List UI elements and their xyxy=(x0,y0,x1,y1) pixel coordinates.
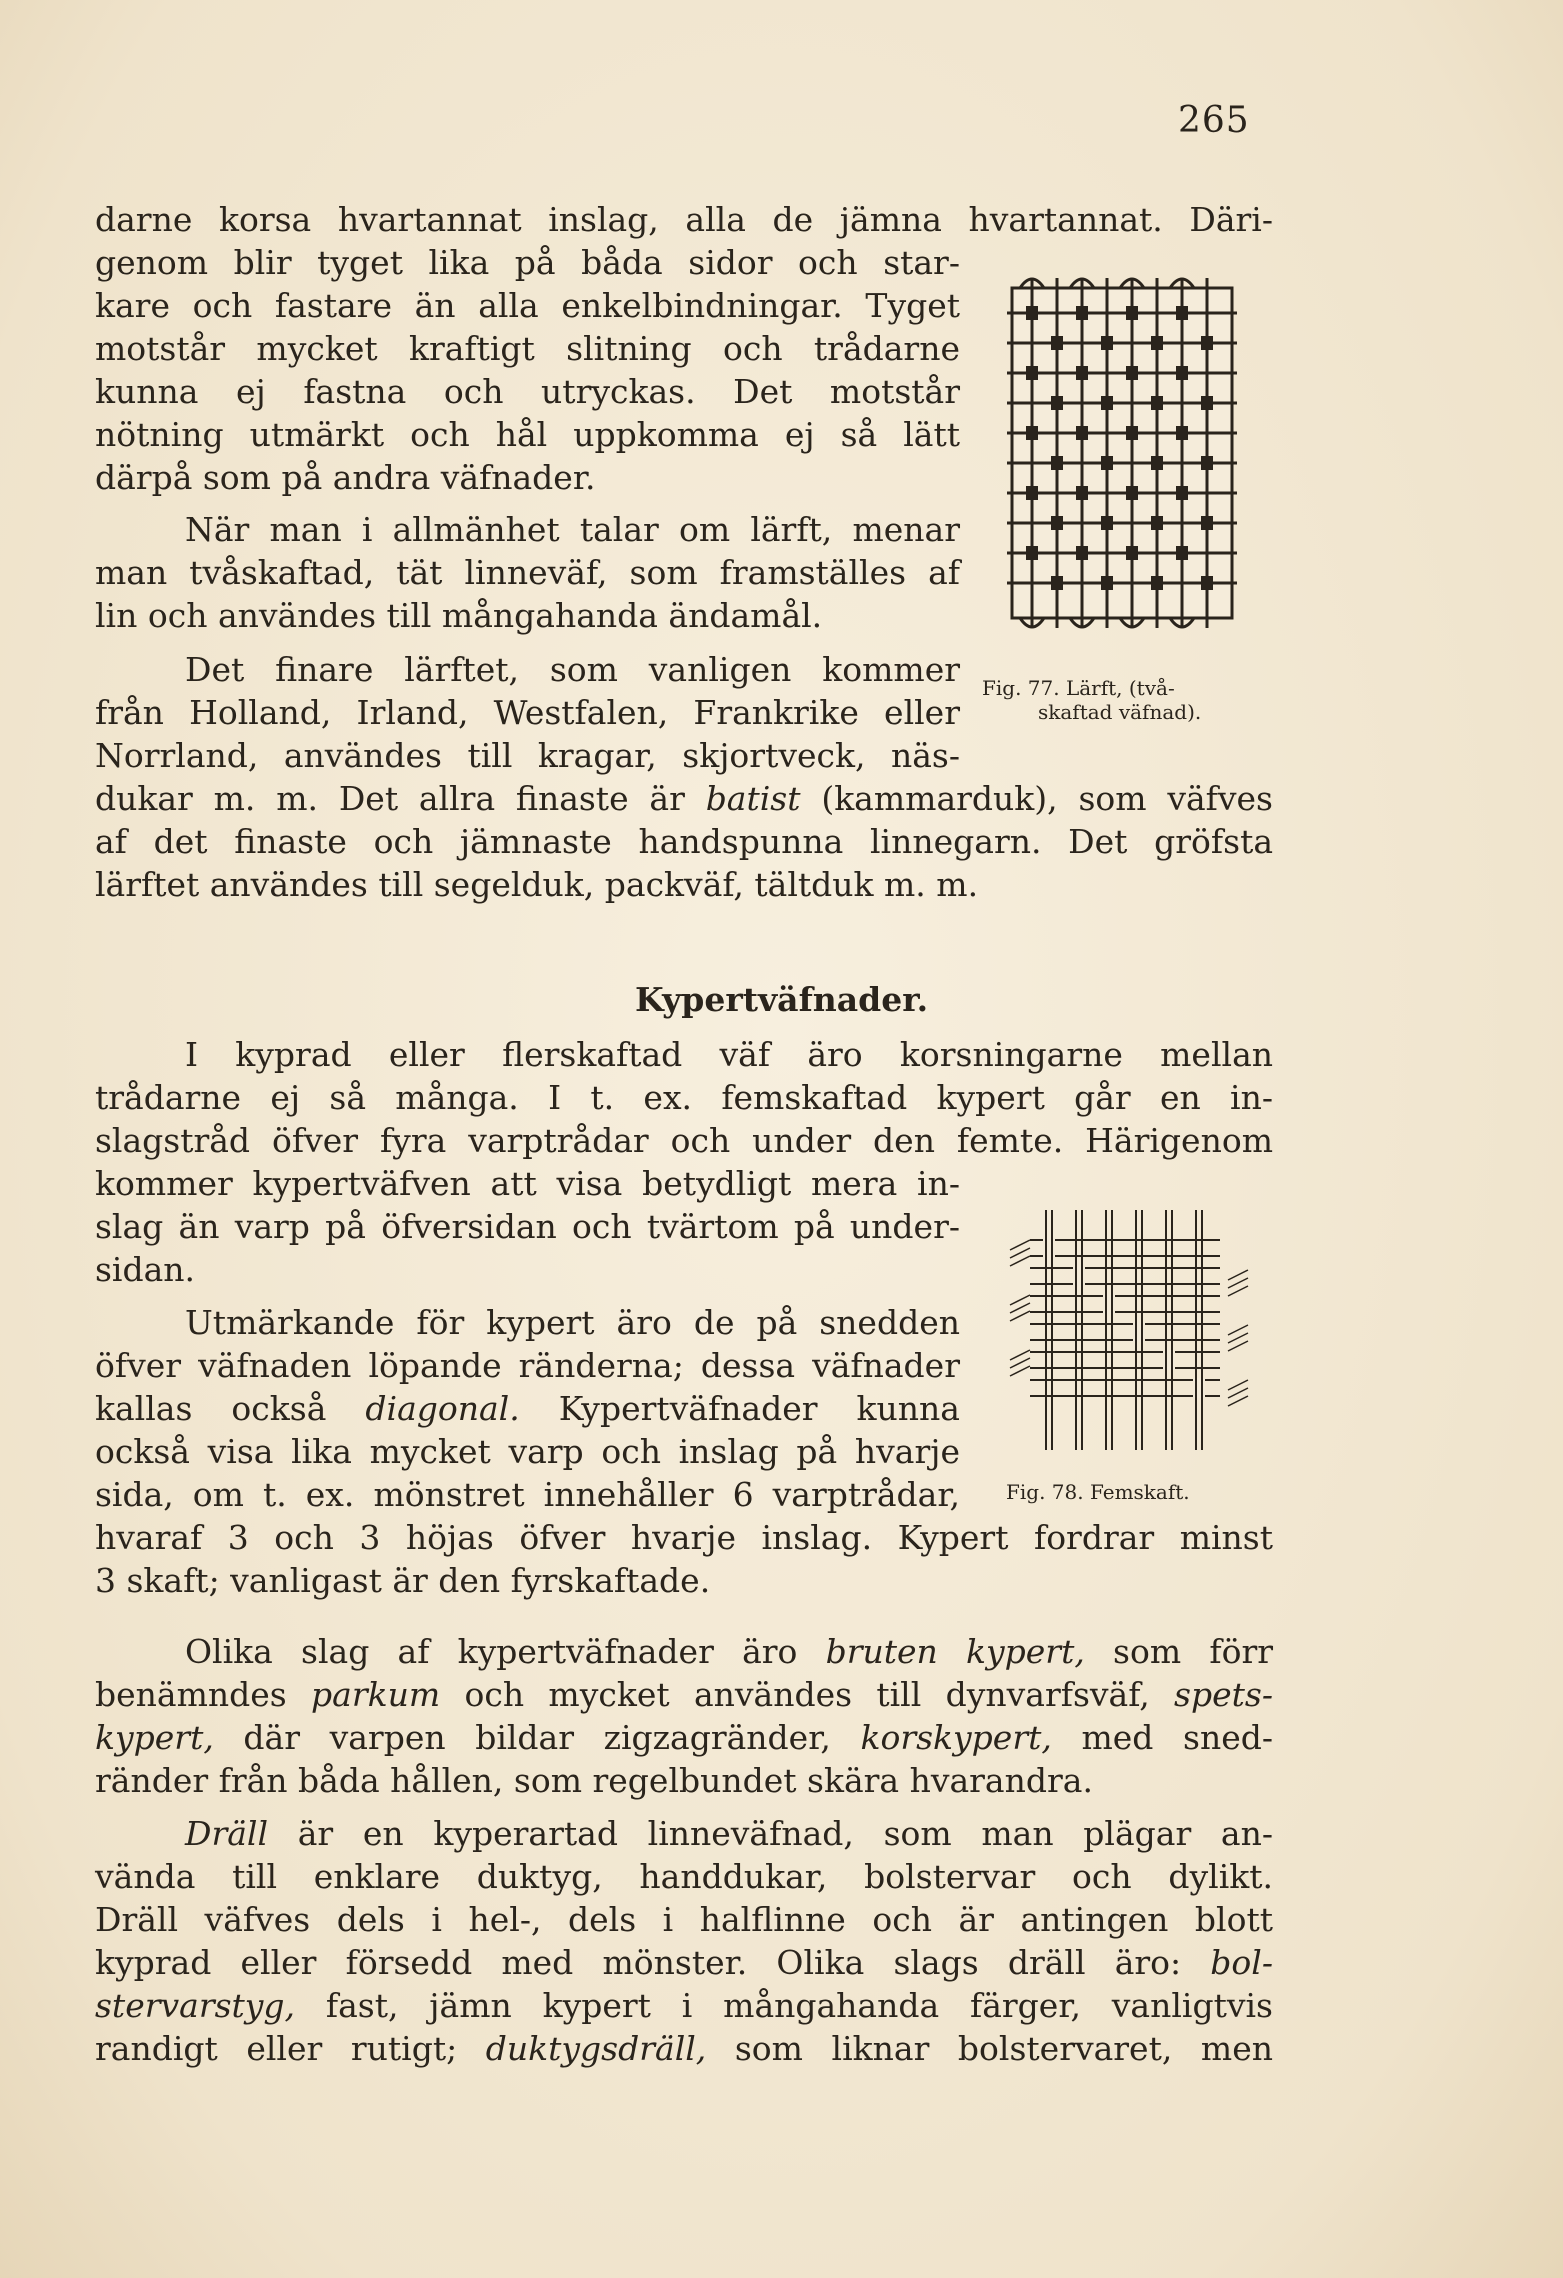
text-line: man tvåskaftad, tät linneväf, som framställes af xyxy=(95,553,960,592)
text-line: När man i allmänhet talar om lärft, menar xyxy=(185,510,960,549)
text-line: ränder från båda hållen, som regelbundet skära hvarandra. xyxy=(95,1761,1093,1800)
text-line: genom blir tyget lika på båda sidor och star- xyxy=(95,243,960,282)
text-line: därpå som på andra väfnader. xyxy=(95,458,596,497)
italic-term: diagonal. xyxy=(365,1389,520,1428)
text-line: darne korsa hvartannat inslag, alla de jämna hvartannat. Däri- xyxy=(95,200,1273,239)
text-span: som liknar bolstervaret, men xyxy=(706,2029,1273,2068)
text-line: slag än varp på öfversidan och tvärtom på under- xyxy=(95,1207,960,1246)
italic-term: parkum xyxy=(311,1675,441,1714)
figure-77-caption-line1: Fig. 77. Lärft, (två- xyxy=(982,676,1175,700)
text-span: randigt eller rutigt; xyxy=(95,2029,486,2068)
italic-term: bruten kypert, xyxy=(825,1632,1085,1671)
text-line: kare och fastare än alla enkelbindningar. Tyget xyxy=(95,286,960,325)
text-line xyxy=(95,1943,1273,1983)
text-line: Det finare lärftet, som vanligen kommer xyxy=(185,650,960,689)
text-line: af det finaste och jämnaste handspunna linnegarn. Det gröfsta xyxy=(95,822,1273,861)
text-line: slagstråd öfver fyra varptrådar och under den femte. Härigenom xyxy=(95,1121,1273,1160)
italic-term: kypert, xyxy=(95,1718,214,1757)
figure-77-caption-line2: skaftad väfnad). xyxy=(1038,700,1202,724)
text-line xyxy=(95,1814,1273,1854)
italic-term: stervarstyg, xyxy=(95,1986,296,2025)
text-line: också visa lika mycket varp och inslag på hvarje xyxy=(95,1432,960,1471)
text-span: (kammarduk), som väfves xyxy=(800,779,1273,818)
italic-term: bol- xyxy=(1210,1943,1273,1982)
plain-weave-figure xyxy=(1002,268,1242,648)
text-line: nötning utmärkt och hål uppkomma ej så lätt xyxy=(95,415,960,454)
text-line: I kyprad eller flerskaftad väf äro korsningarne mellan xyxy=(185,1035,1273,1074)
text-span: med sned- xyxy=(1051,1718,1273,1757)
text-span: benämndes xyxy=(95,1675,312,1714)
text-line xyxy=(95,1718,1273,1758)
text-line xyxy=(95,1632,1273,1672)
text-line: kunna ej fastna och utryckas. Det motstår xyxy=(95,372,960,411)
text-line: lärftet användes till segelduk, packväf, tältduk m. m. xyxy=(95,865,979,904)
italic-term: duktygsdräll, xyxy=(485,2029,707,2068)
text-span: där varpen bildar zigzagränder, xyxy=(213,1718,861,1757)
text-line: trådarne ej så många. I t. ex. femskaftad kypert går en in- xyxy=(95,1078,1273,1117)
italic-term: korskypert, xyxy=(860,1718,1052,1757)
text-line: från Holland, Irland, Westfalen, Frankrike eller xyxy=(95,693,960,732)
text-line xyxy=(95,1986,1273,2026)
text-span: Kypertväfnader kunna xyxy=(519,1389,960,1428)
page-number: 265 xyxy=(1178,100,1250,141)
twill-weave-figure xyxy=(1006,1210,1252,1450)
text-line: Utmärkande för kypert äro de på snedden xyxy=(185,1303,960,1342)
text-line xyxy=(95,1389,960,1429)
text-line xyxy=(95,779,1273,819)
text-line: Norrland, användes till kragar, skjortveck, näs- xyxy=(95,736,960,775)
text-line xyxy=(95,2029,1273,2069)
text-line: Dräll väfves dels i hel-, dels i halflinne och är antingen blott xyxy=(95,1900,1273,1939)
text-span: kyprad eller försedd med mönster. Olika slags dräll äro: xyxy=(95,1943,1211,1982)
text-line xyxy=(95,1675,1273,1715)
text-span: fast, jämn kypert i mångahanda färger, vanligtvis xyxy=(295,1986,1273,2025)
text-line: motstår mycket kraftigt slitning och trådarne xyxy=(95,329,960,368)
figure-78-caption: Fig. 78. Femskaft. xyxy=(1006,1480,1190,1504)
text-span: som förr xyxy=(1084,1632,1273,1671)
section-heading: Kypertväfnader. xyxy=(634,980,929,1019)
text-line: hvaraf 3 och 3 höjas öfver hvarje inslag. Kypert fordrar minst xyxy=(95,1518,1273,1557)
text-line: sidan. xyxy=(95,1250,196,1289)
text-line: öfver väfnaden löpande ränderna; dessa väfnader xyxy=(95,1346,960,1385)
italic-term: spets- xyxy=(1174,1675,1273,1714)
text-span: dukar m. m. Det allra finaste är xyxy=(95,779,706,818)
text-line: kommer kypertväfven att visa betydligt mera in- xyxy=(95,1164,960,1203)
text-line: lin och användes till mångahanda ändamål. xyxy=(95,596,823,635)
text-span: Olika slag af kypertväfnader äro xyxy=(185,1632,826,1671)
italic-term: Dräll xyxy=(185,1814,269,1853)
text-span: är en kyperartad linneväfnad, som man plägar an- xyxy=(268,1814,1273,1853)
italic-term: batist xyxy=(705,779,801,818)
text-span: kallas också xyxy=(95,1389,366,1428)
text-line: vända till enklare duktyg, handdukar, bolstervar och dylikt. xyxy=(95,1857,1273,1896)
text-span: och mycket användes till dynvarfsväf, xyxy=(440,1675,1175,1714)
text-line: 3 skaft; vanligast är den fyrskaftade. xyxy=(95,1561,711,1600)
text-line: sida, om t. ex. mönstret innehåller 6 varptrådar, xyxy=(95,1475,960,1514)
